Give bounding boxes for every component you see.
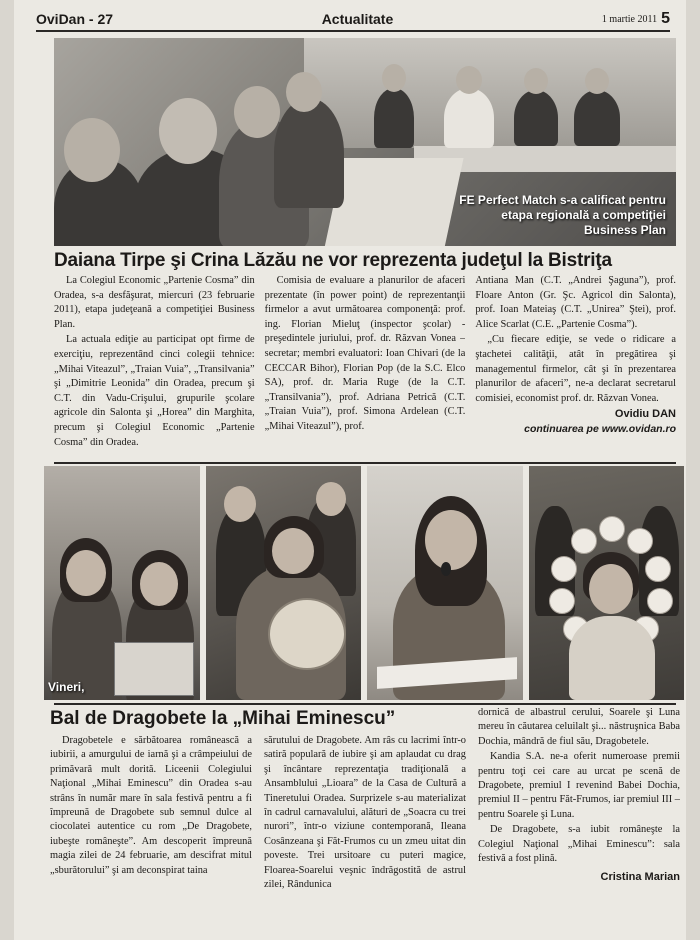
photo-person-head (159, 98, 217, 164)
photo-person (574, 90, 620, 146)
photo-figure (569, 616, 655, 700)
article1-headline: Daiana Tirpe şi Crina Lăzău ne vor reprezenta judeţul la Bistriţa (54, 250, 612, 271)
sunflower-petal (627, 528, 653, 554)
photo-person (374, 88, 414, 148)
sunflower-petal (549, 588, 575, 614)
article1-paragraph: La Colegiul Economic „Partenie Cosma” din Oradea, s-a desfăşurat, miercuri (23 februarie 2011), etapa judeţeană a competiţiei Business Plan. (54, 275, 255, 330)
photo-sunflower-costume (529, 466, 685, 700)
sunflower-petal (571, 528, 597, 554)
page-number: 5 (661, 10, 670, 27)
article2-paragraph: Dragobetele e sărbătoarea românească a iubirii, a amurgului de iarnă şi a crâmpeiului de primăvară mult dorită. Liceenii Colegiului Naţional „Mihai Eminescu” din Oradea s-au strâns în număr mare în sala festivă pentru a fi împreună de Dragobete sub semnul dulce al ciocolatei autentice cu rom „De Dragobete, iubeşte româneşte”. Am descoperit împreună magia zilei de 24 februarie, am descifrat mitul „sburătorului” şi am deconspirat taina (50, 735, 252, 876)
article2-paragraph: De Dragobete, s-a iubit româneşte la Colegiul Naţional „Mihai Eminescu”: sala festivă a fost plină. (478, 824, 680, 865)
photo-person-head (382, 64, 406, 92)
photo-person-head (585, 68, 609, 94)
photo-long-table (324, 158, 463, 246)
photo-figure-face (589, 564, 633, 614)
photo-figure-face (316, 482, 346, 516)
photo-figure-face (224, 486, 256, 522)
publication-issue: OviDan - 27 (36, 11, 114, 27)
photo-strip (44, 466, 684, 700)
photo-person-head (456, 66, 482, 94)
newspaper-page (14, 0, 686, 940)
article1-column-3 (475, 274, 676, 460)
article2-paragraph: sărutului de Dragobete. Am râs cu lacrimi într-o satiră populară de iubire şi am aplaudat cu drag şi încântare reprezentaţia tradiţională a Ansamblului „Lioara” de la Casa de Cultură a Tineretului Oradea. Surprizele s-au materializat în cadrul carnavalului, alături de „Soacra cu trei nurori”, într-o viziune contemporană, Ileana Cosânzeana şi Făt-Frumos cu un zmeu uitat din poveste. Trei ursitoare cu puteri magice, Floarea-Soarelui veşnic îndrăgostită de astrul zilei, Rândunica (264, 735, 466, 891)
article2-paragraph: Kandia S.A. ne-a oferit numeroase premii pentru toţi cei care au urcat pe scenă de Dragobete, premiul I revenind Babei Dochia, premiul II – pentru Făt-Frumos, iar premiul III – pentru Soarele şi Luna. (478, 751, 680, 820)
article1-body (54, 274, 676, 460)
photo-person (514, 90, 558, 146)
photo-person-head (524, 68, 548, 94)
date-and-page (602, 10, 670, 28)
article2-paragraph: dornică de albastrul cerului, Soarele şi Luna mereu în căutarea celuilalt şi... năstruşnica Baba Dochia, mândră de fiul său, Dragobetele. (478, 707, 680, 747)
photo-person-head (286, 72, 322, 112)
sunflower-petal (599, 516, 625, 542)
photo-figure-face (140, 562, 178, 606)
top-photo-caption: FE Perfect Match s-a calificat pentru etapa regională a competiţiei Business Plan (459, 193, 666, 237)
section-title: Actualitate (321, 11, 394, 27)
photo-students-laptop (44, 466, 200, 700)
photo-laptop (114, 642, 194, 696)
sunflower-petal (551, 556, 577, 582)
photo-person-head (64, 118, 120, 182)
article1-column-1 (54, 274, 255, 460)
photo-person (444, 88, 494, 148)
photo-figure-face (66, 550, 106, 596)
article1-paragraph: Comisia de evaluare a planurilor de afaceri prezentate (în power point) de reprezentanţii firmelor a avut următoarea componenţă: prof. ing. Florian Mieluţ (inspector şcolar) - preşedintele juriului, prof. dr. Răzvan Vonea – secretar; membri evaluatori: Ioan Chivari (de la CECCAR Bihor), Florian Pop (de la S.C. Elco SA), prof. dr. Maria Ruge (de la C.T. „Transilvania”), prof. Adriana Petrică (C.T. „Traian Vuia”), prof. Simona Ardelean (C.T. „Mihai Viteazul”), prof. (264, 275, 466, 432)
photo-figure-face (425, 510, 477, 570)
top-photo-jury (54, 38, 676, 246)
article1-continue-link[interactable]: continuarea pe www.ovidan.ro (524, 422, 677, 435)
article1-column-2 (265, 274, 466, 460)
article1-paragraph: Antiana Man (C.T. „Andrei Şaguna”), prof. Floare Anton (Gr. Şc. Agricol din Salonta), prof. Ioan Mateiaş (C.T. „Unirea” Ştei), prof. Alice Scarlat (C.E. „Partenie Cosma”). (475, 275, 677, 330)
article2-column-2 (264, 734, 466, 930)
article1-byline: Ovidiu DAN (614, 408, 677, 421)
article2-byline: Cristina Marian (600, 871, 680, 884)
section-divider (54, 703, 676, 705)
photo-figure-face (272, 528, 314, 574)
photo-costume-sun (206, 466, 362, 700)
microphone-icon (441, 562, 451, 576)
photo-person-head (234, 86, 280, 138)
article1-paragraph: „Cu fiecare ediţie, se vede o ridicare a ştachetei calităţii, atât în pregătirea şi managementul firmelor, cât şi în prezentarea planurilor de afaceri”, ne-a declarat secretarul comisiei, economist prof. dr. Răzvan Vonea. (475, 334, 677, 404)
article2-column-3 (478, 706, 680, 930)
issue-date: 1 martie 2011 (601, 13, 658, 25)
photo-caption-first: Vineri, (48, 680, 85, 694)
article1-paragraph: La actuala ediţie au participat opt firme de exerciţiu, reprezentând cinci colegii tehnice: „Mihai Viteazul”, „Traian Vuia”, „Transilvania” şi „Dimitrie Leonida” din Oradea, precum şi C.T. din Vadu-Crişului, grupurile şcolare agricole din Salonta şi „Horea” din Marghita, precum şi Colegiul Economic „Partenie Cosma” din Oradea. (54, 334, 255, 448)
photo-person (274, 98, 344, 208)
article2-headline: Bal de Dragobete la „Mihai Eminescu” (50, 708, 396, 729)
sunflower-petal (645, 556, 671, 582)
section-divider (54, 462, 676, 464)
photo-speaker-microphone (367, 466, 523, 700)
sun-mask-prop (268, 598, 346, 670)
article2-column-1 (50, 734, 252, 930)
page-header (36, 8, 670, 32)
sunflower-petal (647, 588, 673, 614)
